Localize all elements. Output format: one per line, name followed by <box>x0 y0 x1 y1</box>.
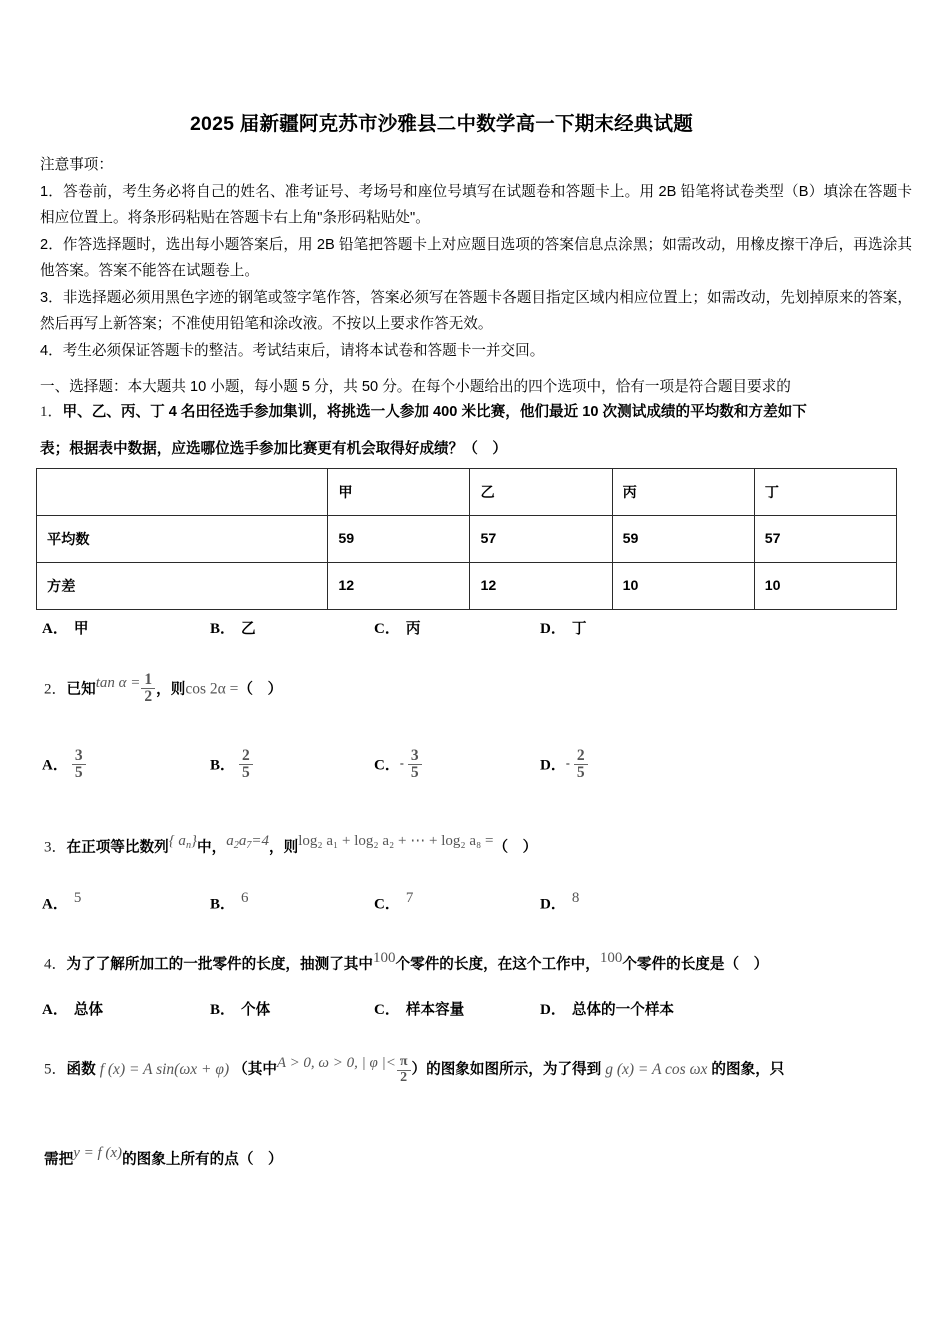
option-letter: C． <box>374 621 400 637</box>
question-5-number: 5． <box>44 1061 67 1078</box>
question-3-option-d[interactable] <box>540 890 579 913</box>
notice-heading: 注意事项： <box>40 157 113 173</box>
option-letter: C． <box>374 1002 400 1018</box>
question-2-text-pre: 已知 <box>66 681 96 698</box>
question-2-options <box>0 748 950 788</box>
question-4-option-d[interactable] <box>540 998 674 1019</box>
question-5-line2-function: y = f (x) <box>73 1145 123 1161</box>
table-header-row <box>37 469 897 516</box>
question-5-text-2: （其中 <box>233 1061 277 1078</box>
option-fraction: $\frac{3}{5}$ <box>72 748 86 782</box>
question-4-option-c[interactable] <box>374 998 464 1019</box>
option-letter: D． <box>540 896 566 913</box>
question-4-text-2: 个零件的长度，在这个工作中， <box>395 956 600 973</box>
notice-block <box>40 152 912 364</box>
table-row <box>37 516 897 563</box>
section-heading: 一、选择题：本大题共 10 小题，每小题 5 分，共 50 分。在每个小题给出的四个选项中，恰有一项是符合题目要求的 <box>40 379 791 395</box>
question-3-option-a[interactable] <box>42 890 81 913</box>
question-3-sequence: { $a_n$} <box>168 833 198 851</box>
question-2-text-mid: ，则 <box>156 681 186 698</box>
question-1-number: 1． <box>40 404 63 420</box>
option-fraction: $\frac{2}{5}$ <box>574 748 588 782</box>
question-2-formula-rhs: cos 2α = <box>185 680 239 698</box>
question-5-line2-pre: 需把 <box>44 1151 74 1168</box>
option-letter: A． <box>42 621 68 637</box>
notice-item-4: 4．考生必须保证答题卡的整洁。考试结束后，请将本试卷和答题卡一并交回。 <box>40 342 545 359</box>
question-1-line-2 <box>40 436 918 462</box>
question-3-option-c[interactable] <box>374 890 413 913</box>
question-4-number: 4． <box>44 956 67 973</box>
table-header-bing: 丙 <box>612 469 754 516</box>
question-2-formula-lhs: tan α = <box>95 675 141 692</box>
table-header-yi: 乙 <box>470 469 612 516</box>
question-5-function: f (x) = A sin(ωx + φ) <box>99 1060 230 1078</box>
option-letter: D． <box>540 757 566 774</box>
option-sign: - <box>399 755 404 770</box>
variance-yi: 12 <box>470 563 612 610</box>
question-2-option-a[interactable] <box>42 748 87 782</box>
question-4-option-b[interactable] <box>210 998 270 1019</box>
option-value: 5 <box>73 890 82 906</box>
question-4-stem <box>44 950 768 973</box>
question-5-condition: A > 0, ω > 0, | φ |< <box>276 1055 396 1072</box>
notice-item-1: 1．答卷前，考生务必将自己的姓名、准考证号、考场号和座位号填写在试题卷和答题卡上。用 2B 铅笔将试卷类型（B）填涂在答题卡相应位置上。将条形码粘贴在答题卡右上角"条形码粘贴处"。 <box>40 183 912 226</box>
question-2-option-c[interactable] <box>374 748 423 782</box>
question-1-option-a[interactable] <box>42 617 88 638</box>
question-2-option-b[interactable] <box>210 748 254 782</box>
option-value: 6 <box>241 890 249 906</box>
question-4-text-1: 为了了解所加工的一批零件的长度，抽测了其中 <box>66 956 373 973</box>
option-letter: A． <box>42 896 68 913</box>
question-4-option-a[interactable] <box>42 998 103 1019</box>
question-1-option-d[interactable] <box>540 617 586 638</box>
question-5-stem-line-2 <box>44 1145 283 1168</box>
question-1-options <box>0 617 950 641</box>
notice-item-3: 3．非选择题必须用黑色字迹的钢笔或签字笔作答，答案必须写在答题卡各题目指定区域内相应位置上；如需改动，先划掉原来的答案，然后再写上新答案；不准使用铅笔和涂改液。不按以上要求作答无效。 <box>40 289 912 332</box>
question-3-option-b[interactable] <box>210 890 249 913</box>
option-letter: A． <box>42 757 68 774</box>
question-2-stem <box>44 672 282 706</box>
option-text: 乙 <box>241 621 256 637</box>
question-1-text-b: 表；根据表中数据，应选哪位选手参加比赛更有机会取得好成绩？（ ） <box>40 441 508 457</box>
question-1-text-a: 甲、乙、丙、丁 4 名田径选手参加集训，将挑选一人参加 400 米比赛，他们最近 10 次测试成绩的平均数和方差如下 <box>62 404 807 420</box>
notice-item-2: 2．作答选择题时，选出每小题答案后，用 2B 铅笔把答题卡上对应题目选项的答案信息点涂黑；如需改动，用橡皮擦干净后，再选涂其他答案。答案不能答在试题卷上。 <box>40 236 912 279</box>
option-letter: B． <box>210 896 236 913</box>
option-letter: D． <box>540 621 566 637</box>
question-2-number: 2． <box>44 681 67 698</box>
question-3-blank: （ ） <box>493 839 538 856</box>
question-2-option-d[interactable] <box>540 748 589 782</box>
option-letter: B． <box>210 757 236 774</box>
table-row <box>37 563 897 610</box>
mean-jia: 59 <box>328 516 470 563</box>
option-letter: B． <box>210 621 236 637</box>
option-text: 丙 <box>405 621 421 637</box>
option-text: 总体 <box>73 1002 104 1018</box>
page-title: 2025 届新疆阿克苏市沙雅县二中数学高一下期末经典试题 <box>190 113 693 135</box>
table-corner-cell <box>37 469 328 516</box>
question-2-fraction: $\frac{1}{2}$ <box>141 672 155 706</box>
option-text: 丁 <box>571 621 587 637</box>
question-5-text-3: ）的图象如图所示，为了得到 <box>411 1061 602 1078</box>
question-4-text-3: 个零件的长度是（ ） <box>622 956 769 973</box>
option-text: 样本容量 <box>405 1002 465 1018</box>
option-fraction: $\frac{2}{5}$ <box>239 748 253 782</box>
question-4-number-2: 100 <box>599 950 623 966</box>
row-label-mean: 平均数 <box>37 516 328 563</box>
variance-ding: 10 <box>754 563 896 610</box>
option-text: 总体的一个样本 <box>571 1002 675 1018</box>
question-4-number-1: 100 <box>373 950 396 966</box>
question-5-target-function: g (x) = A cos ωx <box>605 1060 708 1078</box>
option-letter: B． <box>210 1002 236 1018</box>
question-3-options <box>0 890 950 918</box>
option-text: 甲 <box>73 621 89 637</box>
mean-yi: 57 <box>470 516 612 563</box>
question-1-option-b[interactable] <box>210 617 256 638</box>
question-3-text-2: 中， <box>197 839 227 856</box>
table-header-ding: 丁 <box>754 469 896 516</box>
question-5-text-1: 函数 <box>66 1061 96 1078</box>
question-1-option-c[interactable] <box>374 617 420 638</box>
variance-bing: 10 <box>612 563 754 610</box>
mean-bing: 59 <box>612 516 754 563</box>
option-letter: C． <box>374 757 400 774</box>
question-3-text-1: 在正项等比数列 <box>66 839 169 856</box>
question-5-text-4: 的图象，只 <box>711 1061 785 1078</box>
option-letter: C． <box>374 896 400 913</box>
question-3-stem <box>44 831 537 856</box>
question-3-text-3: ，则 <box>269 839 299 856</box>
option-value: 7 <box>405 890 414 906</box>
table-header-jia: 甲 <box>328 469 470 516</box>
statistics-table <box>36 468 897 610</box>
option-letter: D． <box>540 1002 566 1018</box>
mean-ding: 57 <box>754 516 896 563</box>
option-fraction: $\frac{3}{5}$ <box>408 748 422 782</box>
variance-jia: 12 <box>328 563 470 610</box>
option-letter: A． <box>42 1002 68 1018</box>
question-1-line-1 <box>40 399 918 425</box>
question-3-number: 3． <box>44 839 67 856</box>
question-2-blank: （ ） <box>238 681 283 698</box>
question-5-stem-line-1 <box>44 1055 784 1086</box>
question-4-options <box>0 998 950 1022</box>
question-5-condition-fraction: $\frac{\pi}{2}$ <box>397 1055 411 1086</box>
option-sign: - <box>565 755 570 770</box>
question-5-line2-post: 的图象上所有的点（ ） <box>122 1151 283 1168</box>
question-3-log-expression: log₂ a₁ + log₂ a₂ + ⋯ + log₂ a₈ = <box>298 833 494 849</box>
question-3-condition: $a_2a_7=4$ <box>226 833 270 851</box>
option-text: 个体 <box>241 1002 271 1018</box>
row-label-variance: 方差 <box>37 563 328 610</box>
option-value: 8 <box>571 890 580 906</box>
